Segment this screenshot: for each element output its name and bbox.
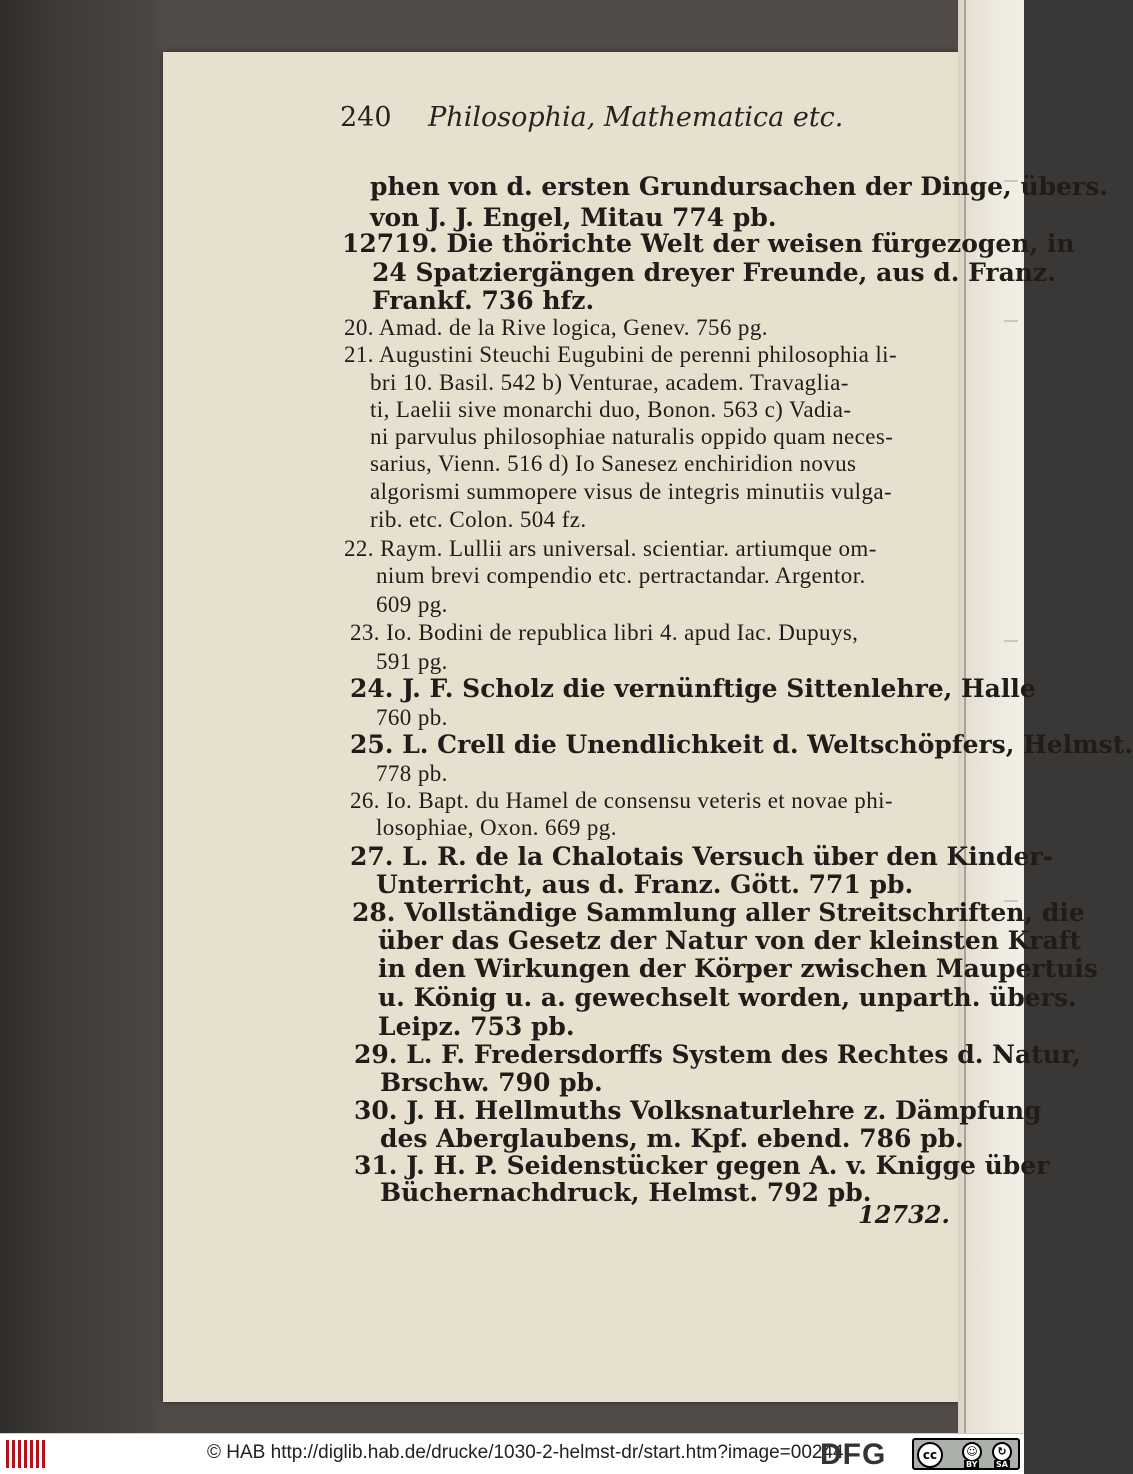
page-number: 240 xyxy=(340,102,392,133)
text-line: sarius, Vienn. 516 d) Io Sanesez enchiridion novus xyxy=(370,451,857,476)
share-alike-icon: ↻ xyxy=(992,1442,1012,1462)
text-line: 30. J. H. Hellmuths Volksnaturlehre z. Dämpfung xyxy=(354,1096,1042,1125)
text-line: 28. Vollständige Sammlung aller Streitschriften, die xyxy=(352,898,1085,927)
copyright-link[interactable]: © HAB http://diglib.hab.de/drucke/1030-2-helmst-dr/start.htm?image=00244 xyxy=(207,1442,844,1463)
text-line: 31. J. H. P. Seidenstücker gegen A. v. Knigge über xyxy=(354,1151,1050,1180)
by-label: BY xyxy=(966,1460,978,1469)
text-line: 29. L. F. Fredersdorffs System des Rechtes d. Natur, xyxy=(354,1040,1081,1069)
text-line: ni parvulus philosophiae naturalis oppido quam neces- xyxy=(370,424,894,449)
text-line: 778 pb. xyxy=(376,761,448,786)
catchword-number: 12732. xyxy=(858,1200,950,1229)
text-line: in den Wirkungen der Körper zwischen Maupertuis xyxy=(378,954,1098,983)
text-line: 12719. Die thörichte Welt der weisen fürgezogen, in xyxy=(342,229,1075,258)
attribution-icon: ☺ xyxy=(962,1442,982,1462)
text-line: u. König u. a. gewechselt worden, unparth. übers. xyxy=(378,983,1077,1012)
text-line: algorismi summopere visus de integris minutiis vulga- xyxy=(370,479,893,504)
text-line: ti, Laelii sive monarchi duo, Bonon. 563 c) Vadia- xyxy=(370,397,852,422)
text-line: 21. Augustini Steuchi Eugubini de perenni philosophia li- xyxy=(344,342,898,367)
viewer-footer xyxy=(0,1433,1024,1474)
text-line: 24. J. F. Scholz die vernünftige Sittenlehre, Halle xyxy=(350,674,1036,703)
dfg-logo[interactable]: DFG xyxy=(820,1438,887,1471)
text-line: 22. Raym. Lullii ars universal. scientiar. artiumque om- xyxy=(344,536,877,561)
page-seam xyxy=(964,0,966,1433)
text-line: losophiae, Oxon. 669 pg. xyxy=(376,815,617,840)
text-line: 27. L. R. de la Chalotais Versuch über den Kinder- xyxy=(350,842,1053,871)
text-line: bri 10. Basil. 542 b) Venturae, academ. Travaglia- xyxy=(370,370,849,395)
text-line: 26. Io. Bapt. du Hamel de consensu veteris et novae phi- xyxy=(350,788,893,813)
text-line: Unterricht, aus d. Franz. Gött. 771 pb. xyxy=(376,870,914,899)
text-line: 591 pg. xyxy=(376,649,448,674)
text-line: Leipz. 753 pb. xyxy=(378,1012,575,1041)
text-line: des Aberglaubens, m. Kpf. ebend. 786 pb. xyxy=(380,1124,964,1153)
sa-label: SA xyxy=(996,1460,1008,1469)
text-line: nium brevi compendio etc. pertractandar. Argentor. xyxy=(376,563,866,588)
text-line: von J. J. Engel, Mitau 774 pb. xyxy=(370,203,777,232)
text-line: 25. L. Crell die Unendlichkeit d. Weltschöpfers, Helmst. xyxy=(350,730,1133,759)
running-title: Philosophia, Mathematica etc. xyxy=(428,102,844,133)
text-line: 24 Spatziergängen dreyer Freunde, aus d. Franz. xyxy=(372,258,1056,287)
running-head xyxy=(340,102,860,133)
ink-bleed-mark xyxy=(1004,320,1018,322)
facing-page-edge xyxy=(958,0,1024,1433)
text-line: 23. Io. Bodini de republica libri 4. apud Iac. Dupuys, xyxy=(350,620,859,645)
text-line: 609 pg. xyxy=(376,592,448,617)
text-line: phen von d. ersten Grundursachen der Dinge, übers. xyxy=(370,172,1108,201)
text-line: rib. etc. Colon. 504 fz. xyxy=(370,507,587,532)
cc-license-badge[interactable] xyxy=(912,1438,1020,1470)
hab-logo-icon[interactable] xyxy=(6,1440,46,1468)
text-line: 760 pb. xyxy=(376,705,448,730)
ink-bleed-mark xyxy=(1004,640,1018,642)
text-line: 20. Amad. de la Rive logica, Genev. 756 pg. xyxy=(344,315,768,340)
text-line: Frankf. 736 hfz. xyxy=(372,286,595,315)
text-line: Brschw. 790 pb. xyxy=(380,1068,603,1097)
text-line: Büchernachdruck, Helmst. 792 pb. xyxy=(380,1178,872,1207)
text-line: über das Gesetz der Natur von der kleinsten Kraft xyxy=(378,926,1082,955)
cc-icon: cc xyxy=(917,1442,943,1468)
